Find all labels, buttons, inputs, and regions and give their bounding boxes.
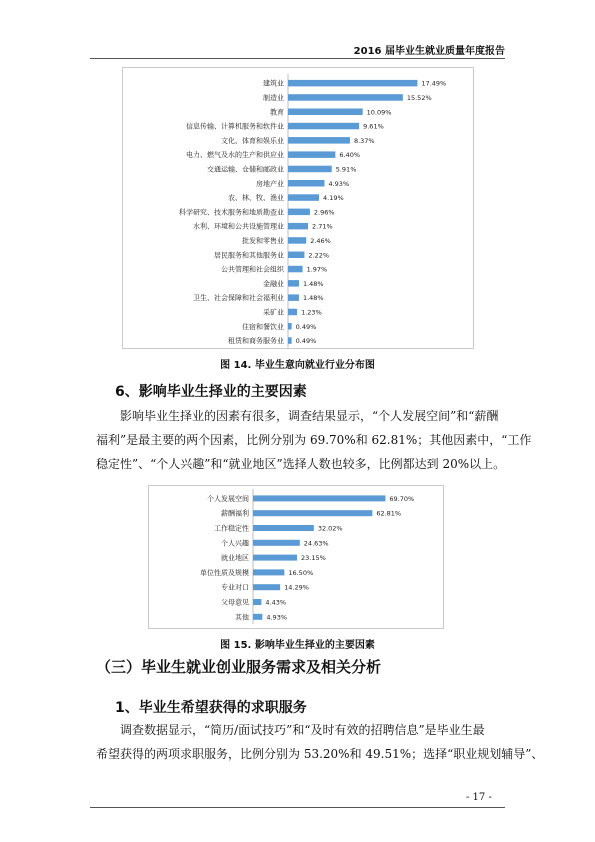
bar	[288, 123, 359, 130]
bar	[253, 569, 284, 575]
bar	[288, 337, 292, 344]
value-label: 2.22%	[308, 251, 330, 260]
value-label: 1.23%	[301, 308, 322, 317]
page-number: - 17 -	[466, 792, 492, 803]
category-label: 薪酬福利	[221, 509, 249, 518]
paragraph-line: 影响毕业生择业的因素有很多，调查结果显示，“个人发展空间”和“薪酬	[120, 409, 499, 423]
category-label: 父母意见	[221, 598, 249, 607]
paragraph-line: 稳定性”、“个人兴趣”和“就业地区”选择人数也较多，比例都达到 20%以上。	[96, 457, 506, 471]
paragraph-line: 调查数据显示，“简历/面试技巧”和“及时有效的招聘信息”是毕业生最	[120, 723, 485, 737]
services-paragraph	[96, 718, 544, 766]
bar	[253, 614, 262, 620]
value-label: 2.46%	[310, 236, 331, 245]
industry-distribution-chart	[122, 67, 474, 349]
value-label: 0.49%	[295, 337, 317, 346]
value-label: 4.19%	[323, 194, 344, 203]
paragraph-line: 福利”是最主要的两个因素，比例分别为 69.70%和 62.81%；其他因素中，“工作	[96, 433, 532, 447]
value-label: 8.37%	[353, 136, 375, 145]
category-label: 金融业	[263, 279, 284, 288]
bar	[253, 555, 297, 561]
category-label: 水利、环境和公共设施管理业	[193, 222, 284, 231]
value-label: 24.63%	[303, 539, 329, 548]
factors-chart-svg	[149, 486, 443, 628]
bar	[253, 510, 372, 516]
category-label: 教育	[270, 108, 284, 117]
bar	[253, 584, 280, 590]
value-label: 4.93%	[328, 179, 350, 188]
bar	[288, 323, 292, 330]
industry-chart-svg	[123, 68, 473, 348]
value-label: 1.48%	[302, 279, 324, 288]
category-label: 交通运输、仓储和邮政业	[207, 165, 284, 174]
category-label: 个人发展空间	[207, 494, 249, 503]
bar	[288, 294, 299, 301]
category-label: 电力、燃气及水的生产和供应业	[186, 151, 284, 160]
bar	[253, 525, 314, 531]
value-label: 16.50%	[288, 568, 314, 577]
category-label: 其他	[235, 613, 249, 622]
bar	[253, 540, 300, 546]
category-label: 公共管理和社会组织	[221, 265, 284, 274]
bar	[288, 223, 308, 230]
bar	[288, 180, 324, 187]
bar	[288, 80, 417, 87]
category-label: 建筑业	[263, 79, 284, 88]
value-label: 23.15%	[300, 554, 326, 563]
value-label: 69.70%	[389, 494, 415, 503]
category-label: 专业对口	[221, 583, 249, 592]
bar	[253, 495, 385, 501]
bar	[288, 252, 304, 259]
value-label: 10.09%	[366, 108, 392, 117]
factors-chart-caption: 图 15. 影响毕业生择业的主要因素	[220, 640, 375, 651]
bar	[288, 194, 319, 201]
paragraph-line: 希望获得的两项求职服务，比例分别为 53.20%和 49.51%；选择“职业规划辅导”、	[96, 747, 544, 761]
value-label: 14.29%	[284, 583, 309, 592]
bar	[288, 280, 299, 287]
value-label: 5.91%	[335, 165, 357, 174]
category-label: 科学研究、技术服务和地质勘查业	[179, 208, 284, 217]
factors-chart	[148, 485, 444, 629]
value-label: 6.40%	[339, 151, 361, 160]
value-label: 62.81%	[376, 509, 402, 518]
category-label: 住宿和餐饮业	[242, 322, 284, 331]
category-label: 居民服务和其他服务业	[214, 251, 284, 260]
category-label: 租赁和商务服务业	[228, 337, 284, 346]
category-label: 制造业	[263, 93, 284, 102]
bar	[253, 599, 261, 605]
section-heading-factors: 6、影响毕业生择业的主要因素	[115, 384, 307, 400]
value-label: 32.02%	[317, 524, 343, 533]
value-label: 2.96%	[313, 208, 335, 217]
footer-rule	[90, 807, 505, 808]
value-label: 4.93%	[266, 613, 288, 622]
section-title-services: （三）毕业生就业创业服务需求及相关分析	[96, 658, 382, 676]
bar	[288, 94, 403, 101]
value-label: 15.52%	[406, 93, 432, 102]
report-title: 2016 届毕业生就业质量年度报告	[353, 46, 505, 57]
category-label: 就业地区	[221, 554, 249, 563]
bar	[288, 237, 306, 244]
value-label: 17.49%	[421, 79, 447, 88]
category-label: 批发和零售业	[242, 236, 284, 245]
category-label: 卫生、社会保障和社会福利业	[193, 294, 284, 303]
bar	[288, 109, 363, 116]
bar	[288, 151, 335, 158]
bar	[288, 137, 350, 144]
category-label: 文化、体育和娱乐业	[221, 136, 284, 145]
value-label: 9.61%	[363, 122, 384, 131]
category-label: 房地产业	[256, 179, 284, 188]
page-header	[90, 40, 505, 59]
section-heading-services: 1、毕业生希望获得的求职服务	[115, 700, 307, 716]
category-label: 单位性质及规模	[200, 568, 249, 577]
category-label: 采矿业	[263, 308, 284, 317]
factors-paragraph	[96, 404, 532, 476]
value-label: 1.97%	[306, 265, 328, 274]
value-label: 0.49%	[295, 322, 317, 331]
category-label: 个人兴趣	[221, 539, 249, 548]
bar	[288, 209, 310, 216]
category-label: 工作稳定性	[214, 524, 249, 533]
value-label: 2.71%	[312, 222, 333, 231]
industry-chart-caption: 图 14. 毕业生意向就业行业分布图	[220, 360, 375, 371]
bar	[288, 266, 303, 273]
category-label: 信息传输、计算机服务和软件业	[186, 122, 284, 131]
bar	[288, 309, 297, 316]
category-label: 农、林、牧、渔业	[228, 194, 284, 203]
value-label: 1.48%	[302, 294, 324, 303]
value-label: 4.43%	[265, 598, 287, 607]
bar	[288, 166, 332, 173]
